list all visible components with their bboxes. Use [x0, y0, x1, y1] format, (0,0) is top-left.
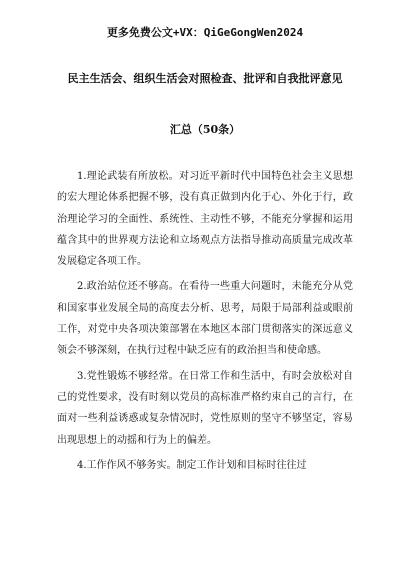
header-text: 更多免费公文+VX：QiGeGongWen2024	[106, 26, 304, 39]
paragraph-1: 1.理论武装有所放松。对习近平新时代中国特色社会主义思想的宏大理论体系把握不够，没有真正做到内化于心、外化于行，政治理论学习的全面性、系统性、主动性不够，不能充分掌握和运用蕴含其中的世界观方法论和立场观点方法指导推动高质量完成改革发展稳定各项工作。	[57, 171, 353, 268]
paragraph-3: 3.党性锻炼不够经常。在日常工作和生活中，有时会放松对自己的党性要求，没有时刻以党员的高标准严格约束自己的言行，在面对一些利益诱惑或复杂情况时，党性原则的坚守不够坚定，容易出现思想上的动摇和行为上的偏差。	[57, 370, 353, 446]
document-title: 民主生活会、组织生活会对照检查、批评和自我批评意见	[67, 72, 343, 85]
paragraph-2: 2.政治站位还不够高。在看待一些重大问题时，未能充分从党和国家事业发展全局的高度去分析、思考，局限于局部利益或眼前工作，对党中央各项决策部署在本地区本部门贯彻落实的深远意义领会不够深刻，在执行过程中缺乏应有的政治担当和使命感。	[57, 281, 353, 357]
document-subtitle: 汇总（50条）	[169, 123, 241, 136]
document-body	[57, 166, 353, 480]
paragraph-4: 4.工作作风不够务实。制定工作计划和目标时往往过	[77, 459, 307, 471]
